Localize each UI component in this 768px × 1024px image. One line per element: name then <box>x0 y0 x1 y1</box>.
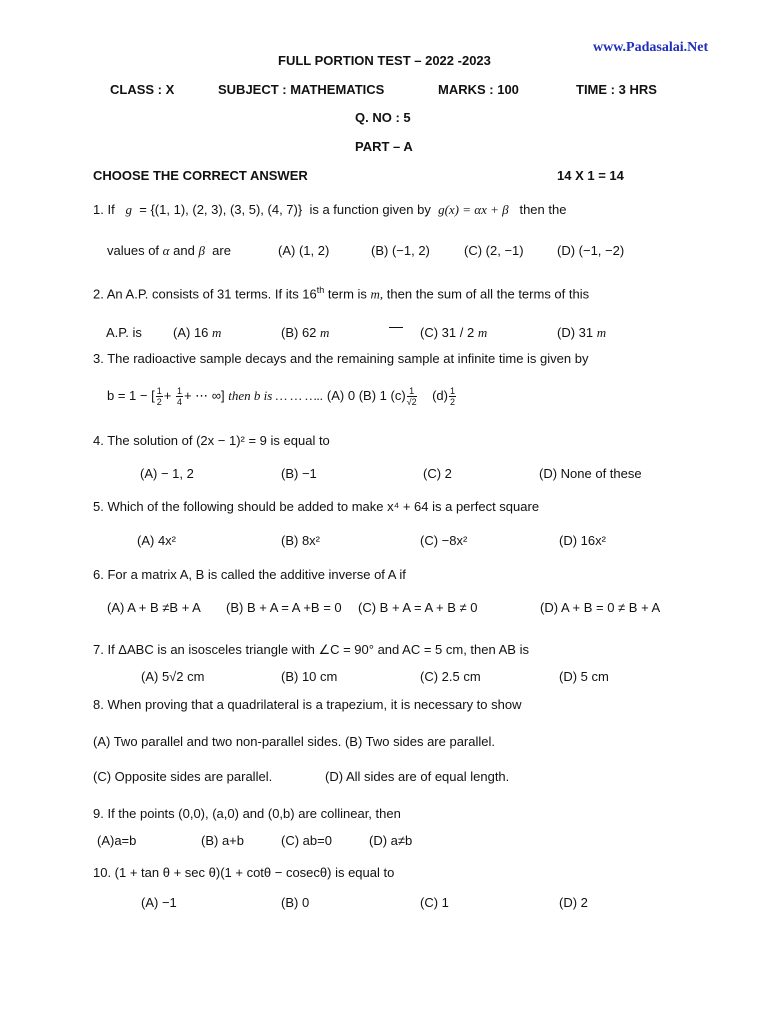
question-4: 4. The solution of (2x − 1)² = 9 is equal to <box>93 433 330 448</box>
q3-f1-num: 1 <box>156 386 162 396</box>
q2-text-b: term is <box>327 286 367 302</box>
q3-b-eq: b = 1 − [ <box>107 387 155 403</box>
q1-number: 1. If <box>93 202 115 217</box>
question-3: 3. The radioactive sample decays and the remaining sample at infinite time is given by <box>93 351 589 366</box>
q2-option-c-var: m <box>477 325 488 340</box>
question-1 <box>93 202 566 218</box>
stray-dash <box>389 327 403 328</box>
q2-option-c <box>420 325 487 341</box>
q1-and: and <box>173 243 195 258</box>
q3-c-num: 1 <box>407 386 417 397</box>
q1-values-of: values of <box>107 243 160 258</box>
question-number: Q. NO : 5 <box>355 110 411 125</box>
q2-option-a-var: m <box>212 325 222 340</box>
q3-option-b: (B) 1 <box>358 387 387 403</box>
q1-line2 <box>107 243 231 259</box>
q1-option-a: (A) (1, 2) <box>278 243 330 258</box>
q2-text-c: then the sum of all the terms of this <box>386 286 590 302</box>
question-5: 5. Which of the following should be added to make x⁴ + 64 is a perfect square <box>93 499 540 514</box>
question-7: 7. If ΔABC is an isosceles triangle with ∠C = 90° and AC = 5 cm, then AB is <box>93 642 529 657</box>
q3-fraction-quarter <box>176 386 183 407</box>
q4-option-a: (A) − 1, 2 <box>140 466 194 481</box>
q3-fraction-half <box>156 386 163 407</box>
q3-plus: + <box>163 387 172 403</box>
q1-then: then the <box>519 202 567 217</box>
q3-rest: + ⋯ ∞] <box>183 387 225 403</box>
q9-option-c: (C) ab=0 <box>281 833 332 848</box>
time-label: TIME : 3 HRS <box>576 82 657 97</box>
instruction: CHOOSE THE CORRECT ANSWER <box>93 168 308 183</box>
q3-fraction-d <box>449 386 456 407</box>
q6-option-d: (D) A + B = 0 ≠ B + A <box>540 600 661 615</box>
part-label: PART – A <box>355 139 413 154</box>
q3-d-num: 1 <box>449 386 455 396</box>
q2-option-a-text: (A) 16 <box>173 325 209 340</box>
question-2 <box>93 285 589 302</box>
q2-superscript: th <box>316 285 325 295</box>
q6-option-c: (C) B + A = A + B ≠ 0 <box>358 600 478 615</box>
q8-options-ab: (A) Two parallel and two non-parallel sides. (B) Two sides are parallel. <box>93 734 495 749</box>
class-label: CLASS : X <box>110 82 175 97</box>
q2-m: m, <box>370 286 384 302</box>
q3-f2-den: 4 <box>176 397 182 407</box>
q2-option-b-text: (B) 62 <box>281 325 317 340</box>
q3-option-c: (c) <box>390 387 406 403</box>
q1-g: g <box>125 202 133 217</box>
q9-option-d: (D) a≠b <box>369 833 413 848</box>
q4-option-d: (D) None of these <box>539 466 642 481</box>
q2-option-a <box>173 325 221 341</box>
q2-text-a: 2. An A.P. consists of 31 terms. If its 16 <box>93 286 317 302</box>
q5-option-a: (A) 4x² <box>137 533 176 548</box>
q2-line2: A.P. is <box>106 325 142 340</box>
q3-c-den: √2 <box>406 397 417 407</box>
q5-option-d: (D) 16x² <box>559 533 606 548</box>
q7-option-a: (A) 5√2 cm <box>141 669 205 684</box>
q7-option-d: (D) 5 cm <box>559 669 609 684</box>
marks-calculation: 14 X 1 = 14 <box>557 168 624 183</box>
page-title: FULL PORTION TEST – 2022 -2023 <box>278 53 491 68</box>
question-10: 10. (1 + tan θ + sec θ)(1 + cotθ − cosecθ) is equal to <box>93 865 395 880</box>
q1-option-b: (B) (−1, 2) <box>371 243 430 258</box>
q3-f2-num: 1 <box>176 386 182 396</box>
q1-function: g(x) = αx + β <box>438 202 509 217</box>
q2-option-c-text: (C) 31 / 2 <box>420 325 475 340</box>
q10-option-b: (B) 0 <box>281 895 310 910</box>
q8-option-c: (C) Opposite sides are parallel. <box>93 769 273 784</box>
q4-option-b: (B) −1 <box>281 466 317 481</box>
q3-then: then b is … … ….. <box>228 387 324 403</box>
q2-option-b <box>281 325 329 341</box>
q2-option-d-text: (D) 31 <box>557 325 594 340</box>
q2-option-d-var: m <box>596 325 607 340</box>
website-link[interactable]: www.Padasalai.Net <box>593 40 709 55</box>
q1-mid: is a function given by <box>309 202 431 217</box>
marks-label: MARKS : 100 <box>438 82 519 97</box>
q10-option-a: (A) −1 <box>141 895 177 910</box>
q5-option-b: (B) 8x² <box>281 533 320 548</box>
q7-option-c: (C) 2.5 cm <box>420 669 481 684</box>
q3-f1-den: 2 <box>156 397 162 407</box>
q2-option-b-var: m <box>320 325 330 340</box>
q1-are: are <box>212 243 231 258</box>
q3-option-a: (A) 0 <box>326 387 356 403</box>
q7-option-b: (B) 10 cm <box>281 669 338 684</box>
q3-d-den: 2 <box>449 397 455 407</box>
q10-option-d: (D) 2 <box>559 895 588 910</box>
q10-option-c: (C) 1 <box>420 895 449 910</box>
q6-option-a: (A) A + B ≠B + A <box>107 600 201 615</box>
q1-set: = {(1, 1), (2, 3), (3, 5), (4, 7)} <box>139 202 303 217</box>
q9-option-b: (B) a+b <box>201 833 244 848</box>
q1-option-d: (D) (−1, −2) <box>557 243 625 258</box>
question-6: 6. For a matrix A, B is called the additive inverse of A if <box>93 567 406 582</box>
q1-beta: β <box>198 243 205 258</box>
q3-equation <box>107 386 457 407</box>
q5-option-c: (C) −8x² <box>420 533 468 548</box>
subject-label: SUBJECT : MATHEMATICS <box>218 82 385 97</box>
question-9: 9. If the points (0,0), (a,0) and (0,b) are collinear, then <box>93 806 401 821</box>
question-8: 8. When proving that a quadrilateral is a trapezium, it is necessary to show <box>93 697 522 712</box>
q3-option-d: (d) <box>432 387 448 403</box>
q6-option-b: (B) B + A = A +B = 0 <box>226 600 342 615</box>
q3-fraction-root2 <box>407 386 417 407</box>
q1-alpha: α <box>162 243 170 258</box>
q2-option-d <box>557 325 606 341</box>
q9-option-a: (A)a=b <box>97 833 137 848</box>
q1-option-c: (C) (2, −1) <box>464 243 524 258</box>
q8-option-d: (D) All sides are of equal length. <box>325 769 510 784</box>
q4-option-c: (C) 2 <box>423 466 452 481</box>
